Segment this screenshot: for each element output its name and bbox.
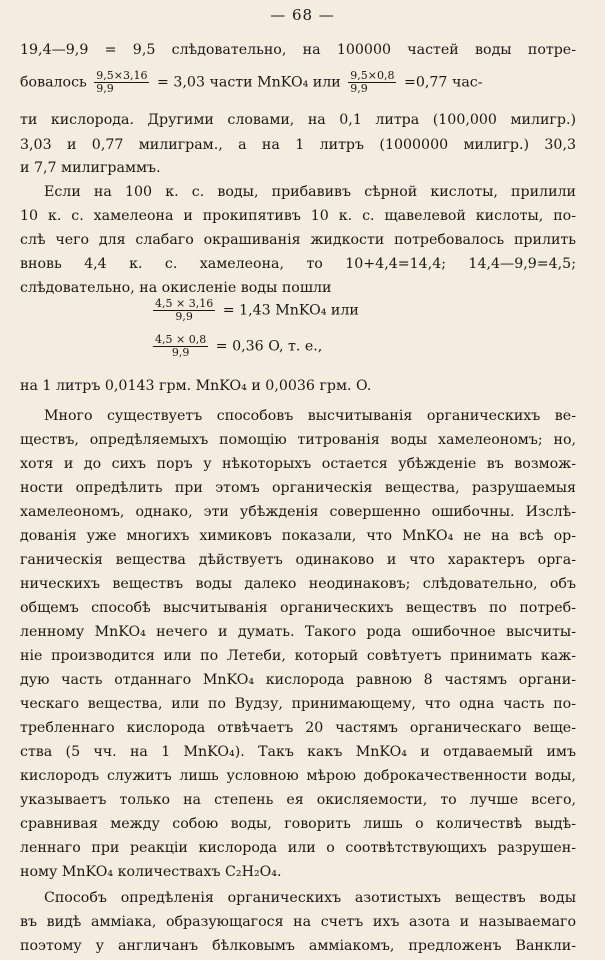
text-line: хамелеономъ, однако, эти убѣжденія совершенно ошибочны. Изслѣ- [20, 504, 576, 520]
text-fragment: = 3,03 части MnKO₄ или [157, 74, 341, 91]
text-line: кислородъ служитъ лишь условною мѣрою доброкачественности воды, [20, 768, 576, 784]
formula-result: = 0,36 O, т. е., [215, 338, 323, 355]
text-line: общемъ способѣ высчитыванія органическихъ веществъ по потреб- [20, 600, 576, 616]
fraction-numerator: 4,5 × 3,16 [155, 297, 214, 310]
text-line: и 7,7 милиграммъ. [20, 160, 161, 176]
text-line: ленному MnKO₄ нечего и думать. Такого рода ошибочное высчиты- [20, 624, 576, 640]
fraction-numerator: 9,5×0,8 [350, 69, 395, 82]
text-line: ническихъ веществъ воды далеко неодинаковъ; слѣдовательно, объ [20, 576, 576, 592]
text-line: Способъ опредѣленія органическихъ азотистыхъ веществъ воды [44, 890, 576, 906]
text-line: дованія уже многихъ химиковъ показали, что MnKO₄ не на всѣ ор- [20, 528, 576, 544]
text-line: ческаго вещества, или по Вудзу, принимающему, что одна часть по- [20, 696, 576, 712]
fraction-numerator: 9,5×3,16 [96, 69, 148, 82]
text-line: ніе производится или по Летеби, который совѣтуетъ принимать каж- [20, 648, 576, 664]
fraction [153, 298, 215, 323]
text-line: ности опредѣлить при этомъ органическія вещества, разрушаемыя [20, 480, 576, 496]
text-line: Много существуетъ способовъ высчитыванія органическихъ ве- [44, 408, 576, 424]
text-line: указываетъ только на степень ея окисляемости, то лучше всего, [20, 792, 576, 808]
fraction-numerator: 4,5 × 0,8 [155, 333, 207, 346]
text-line: 19,4—9,9 = 9,5 слѣдовательно, на 100000 частей воды потре- [20, 42, 576, 58]
text-line: хотя и до сихъ поръ у нѣкоторыхъ остается убѣжденіе въ возмож- [20, 456, 576, 472]
summary-line: на 1 литръ 0,0143 грм. MnKO₄ и 0,0036 грм. O. [20, 378, 372, 394]
text-line: вновь 4,4 к. с. хамелеона, то 10+4,4=14,4; 14,4—9,9=4,5; [20, 256, 576, 272]
text-line: требленнаго кислорода отвѣчаетъ 20 частямъ органическаго веще- [20, 720, 576, 736]
text-line: ществъ, опредѣляемыхъ помощію титрованія воды хамелеономъ; но, [20, 432, 576, 448]
fraction-denominator: 9,9 [350, 82, 368, 95]
fraction [153, 334, 208, 359]
text-fragment: =0,77 час- [403, 74, 483, 91]
text-fragment: бовалось [20, 74, 87, 91]
fraction [348, 70, 396, 95]
text-line: слѣдовательно, на окисленіе воды пошли [20, 280, 332, 296]
text-line: въ видѣ амміака, образующагося на счетъ ихъ азота и называемаго [20, 914, 576, 930]
text-line: слѣ чего для слабаго окрашиванія жидкости потребовалось прилить [20, 232, 576, 248]
formula-result: = 1,43 MnKO₄ или [222, 302, 359, 319]
text-line-with-fractions [20, 70, 576, 96]
formula-line [150, 298, 359, 324]
text-line: поэтому у англичанъ бѣлковымъ амміакомъ, предложенъ Ванкли- [20, 938, 576, 954]
text-line: ти кислорода. Другими словами, на 0,1 литра (100,000 милигр.) [20, 112, 576, 128]
text-line: ганическія вещества дѣйствуетъ одинаково и что характеръ орга- [20, 552, 576, 568]
page-number: — 68 — [270, 6, 335, 24]
fraction-denominator: 9,9 [96, 82, 114, 95]
fraction-denominator: 9,9 [175, 310, 193, 323]
fraction [94, 70, 149, 95]
text-line: ства (5 чч. на 1 MnKO₄). Такъ какъ MnKO₄ и отдаваемый имъ [20, 744, 576, 760]
text-line: леннаго при реакціи кислорода или о соотвѣтствующихъ разрушен- [20, 840, 576, 856]
formula-line [150, 334, 322, 360]
text-line: Если на 100 к. с. воды, прибавивъ сѣрной кислоты, прилили [44, 184, 576, 200]
text-line: 3,03 и 0,77 милиграм., а на 1 литръ (1000000 милигр.) 30,3 [20, 137, 576, 153]
text-line: 10 к. с. хамелеона и прокипятивъ 10 к. с. щавелевой кислоты, по- [20, 208, 576, 224]
fraction-denominator: 9,9 [171, 346, 190, 359]
text-line: дую часть отданнаго MnKO₄ кислорода равною 8 частямъ органи- [20, 672, 576, 688]
text-line: сравнивая между собою воды, говорить лишь о количествѣ выдѣ- [20, 816, 576, 832]
text-line: ному MnKO₄ количествахъ C₂H₂O₄. [20, 864, 282, 880]
